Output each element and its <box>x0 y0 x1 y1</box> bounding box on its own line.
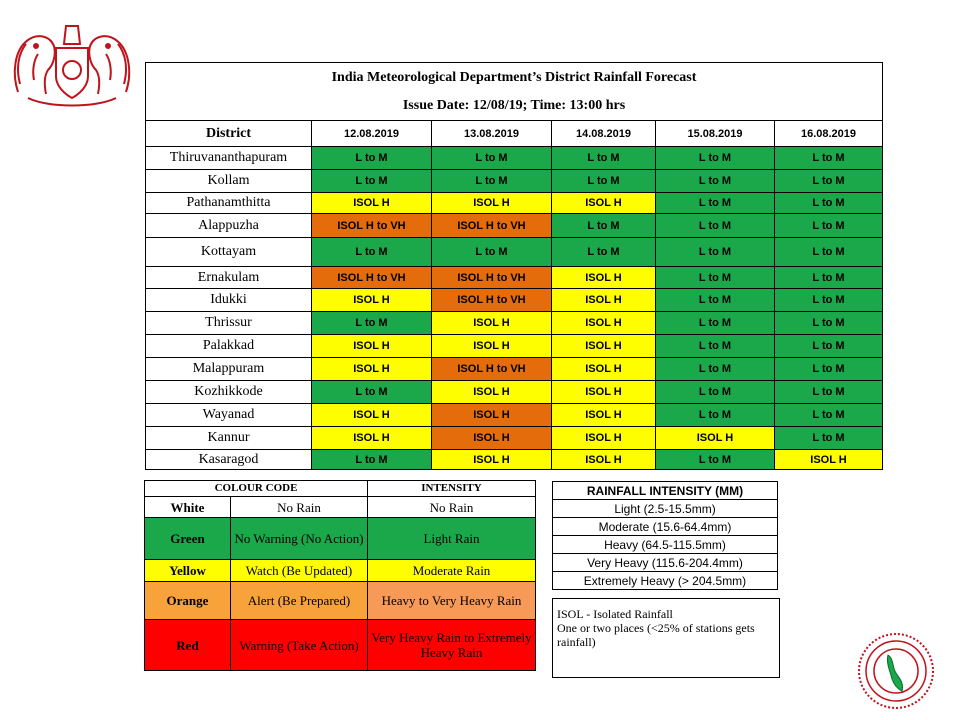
forecast-cell: ISOL H <box>552 427 656 450</box>
district-name: Ernakulam <box>146 267 312 289</box>
date-header-row <box>146 121 883 147</box>
colour-name-green: Green <box>145 518 231 560</box>
forecast-cell: L to M <box>656 289 775 312</box>
forecast-cell: L to M <box>775 214 883 238</box>
district-name: Kasaragod <box>146 450 312 470</box>
forecast-cell: ISOL H <box>552 450 656 470</box>
forecast-cell: L to M <box>432 238 552 267</box>
forecast-cell: ISOL H <box>312 427 432 450</box>
district-forecast-table <box>145 62 883 470</box>
district-row <box>146 312 883 335</box>
intensity-header: INTENSITY <box>368 481 536 497</box>
forecast-cell: ISOL H <box>552 381 656 404</box>
colour-name-orange: Orange <box>145 582 231 620</box>
date-header: 16.08.2019 <box>775 121 883 147</box>
district-name: Thrissur <box>146 312 312 335</box>
forecast-cell: ISOL H <box>432 427 552 450</box>
colour-meaning: Watch (Be Updated) <box>231 560 368 582</box>
rainfall-intensity-header: RAINFALL INTENSITY (MM) <box>553 482 778 500</box>
intensity-row: Light (2.5-15.5mm) <box>553 500 778 518</box>
intensity-row: Very Heavy (115.6-204.4mm) <box>553 554 778 572</box>
forecast-cell: ISOL H to VH <box>432 358 552 381</box>
forecast-cell: ISOL H <box>312 404 432 427</box>
forecast-cell: L to M <box>656 214 775 238</box>
district-name: Kannur <box>146 427 312 450</box>
district-name: Thiruvananthapuram <box>146 147 312 170</box>
date-header: 15.08.2019 <box>656 121 775 147</box>
imd-logo <box>856 631 936 711</box>
forecast-title: India Meteorological Department’s District Rainfall Forecast <box>331 69 697 85</box>
forecast-cell: L to M <box>656 267 775 289</box>
forecast-cell: L to M <box>775 312 883 335</box>
district-name: Wayanad <box>146 404 312 427</box>
forecast-cell: L to M <box>656 312 775 335</box>
forecast-cell: L to M <box>775 427 883 450</box>
colour-name-red: Red <box>145 620 231 671</box>
forecast-cell: L to M <box>775 238 883 267</box>
district-row <box>146 238 883 267</box>
forecast-cell: ISOL H <box>552 358 656 381</box>
forecast-cell: ISOL H to VH <box>312 214 432 238</box>
forecast-cell: L to M <box>775 381 883 404</box>
colour-intensity: Light Rain <box>368 518 536 560</box>
colour-code-header: COLOUR CODE <box>145 481 368 497</box>
forecast-cell: ISOL H to VH <box>432 289 552 312</box>
forecast-cell: L to M <box>656 170 775 193</box>
forecast-cell: L to M <box>775 358 883 381</box>
forecast-cell: ISOL H to VH <box>432 267 552 289</box>
forecast-cell: ISOL H <box>552 289 656 312</box>
colour-code-table <box>144 480 536 671</box>
colour-name-yellow: Yellow <box>145 560 231 582</box>
forecast-cell: L to M <box>552 238 656 267</box>
forecast-cell: ISOL H <box>552 335 656 358</box>
district-row <box>146 358 883 381</box>
colour-intensity: Very Heavy Rain to Extremely Heavy Rain <box>368 620 536 671</box>
forecast-cell: L to M <box>432 147 552 170</box>
district-name: Alappuzha <box>146 214 312 238</box>
isol-definition: ISOL - Isolated Rainfall <box>557 607 673 621</box>
forecast-cell: L to M <box>656 450 775 470</box>
forecast-cell: L to M <box>312 170 432 193</box>
forecast-cell: L to M <box>656 381 775 404</box>
district-name: Kottayam <box>146 238 312 267</box>
district-row <box>146 450 883 470</box>
colour-intensity: Moderate Rain <box>368 560 536 582</box>
forecast-cell: ISOL H <box>432 381 552 404</box>
forecast-title-cell <box>146 63 883 121</box>
forecast-cell: L to M <box>312 147 432 170</box>
district-header: District <box>146 121 312 147</box>
forecast-cell: ISOL H <box>312 358 432 381</box>
forecast-cell: L to M <box>775 147 883 170</box>
forecast-cell: L to M <box>656 358 775 381</box>
forecast-cell: L to M <box>775 170 883 193</box>
forecast-cell: ISOL H <box>432 312 552 335</box>
colour-meaning: No Rain <box>231 497 368 518</box>
forecast-cell: L to M <box>432 170 552 193</box>
forecast-cell: ISOL H <box>312 335 432 358</box>
district-row <box>146 214 883 238</box>
colour-intensity: Heavy to Very Heavy Rain <box>368 582 536 620</box>
forecast-cell: L to M <box>656 404 775 427</box>
isol-explanation: One or two places (<25% of stations gets rainfall) <box>557 621 755 649</box>
intensity-row: Moderate (15.6-64.4mm) <box>553 518 778 536</box>
district-name: Pathanamthitta <box>146 193 312 214</box>
issue-date: Issue Date: 12/08/19; Time: 13:00 hrs <box>402 97 626 113</box>
district-row <box>146 147 883 170</box>
forecast-cell: ISOL H <box>432 335 552 358</box>
forecast-cell: L to M <box>775 267 883 289</box>
date-header: 12.08.2019 <box>312 121 432 147</box>
forecast-cell: L to M <box>775 335 883 358</box>
forecast-cell: L to M <box>312 238 432 267</box>
forecast-cell: L to M <box>656 335 775 358</box>
date-header: 13.08.2019 <box>432 121 552 147</box>
forecast-cell: L to M <box>656 147 775 170</box>
rainfall-intensity-table <box>552 481 778 590</box>
forecast-cell: ISOL H <box>775 450 883 470</box>
district-row <box>146 335 883 358</box>
colour-intensity: No Rain <box>368 497 536 518</box>
forecast-cell: L to M <box>312 450 432 470</box>
forecast-cell: ISOL H <box>552 267 656 289</box>
colour-name-white: White <box>145 497 231 518</box>
district-name: Kozhikkode <box>146 381 312 404</box>
forecast-cell: ISOL H <box>552 312 656 335</box>
forecast-cell: ISOL H <box>312 289 432 312</box>
forecast-cell: ISOL H <box>432 450 552 470</box>
forecast-cell: L to M <box>775 193 883 214</box>
forecast-cell: ISOL H <box>432 193 552 214</box>
forecast-cell: ISOL H <box>656 427 775 450</box>
forecast-cell: L to M <box>656 193 775 214</box>
forecast-cell: L to M <box>552 147 656 170</box>
forecast-cell: ISOL H to VH <box>312 267 432 289</box>
district-row <box>146 289 883 312</box>
intensity-row: Heavy (64.5-115.5mm) <box>553 536 778 554</box>
colour-meaning: Warning (Take Action) <box>231 620 368 671</box>
district-row <box>146 381 883 404</box>
intensity-row: Extremely Heavy (> 204.5mm) <box>553 572 778 590</box>
forecast-cell: ISOL H <box>552 193 656 214</box>
forecast-cell: L to M <box>656 238 775 267</box>
kerala-emblem-logo <box>8 14 136 110</box>
forecast-cell: ISOL H <box>552 404 656 427</box>
forecast-cell: ISOL H to VH <box>432 214 552 238</box>
district-row <box>146 170 883 193</box>
colour-meaning: Alert (Be Prepared) <box>231 582 368 620</box>
colour-meaning: No Warning (No Action) <box>231 518 368 560</box>
forecast-cell: L to M <box>552 214 656 238</box>
date-header: 14.08.2019 <box>552 121 656 147</box>
district-row <box>146 427 883 450</box>
district-name: Palakkad <box>146 335 312 358</box>
forecast-cell: L to M <box>312 312 432 335</box>
forecast-cell: ISOL H <box>432 404 552 427</box>
forecast-cell: L to M <box>312 381 432 404</box>
district-name: Idukki <box>146 289 312 312</box>
forecast-cell: ISOL H <box>312 193 432 214</box>
district-row <box>146 193 883 214</box>
district-row <box>146 267 883 289</box>
isol-note-box <box>552 598 780 678</box>
district-name: Kollam <box>146 170 312 193</box>
forecast-cell: L to M <box>775 404 883 427</box>
forecast-cell: L to M <box>775 289 883 312</box>
district-row <box>146 404 883 427</box>
district-name: Malappuram <box>146 358 312 381</box>
forecast-cell: L to M <box>552 170 656 193</box>
